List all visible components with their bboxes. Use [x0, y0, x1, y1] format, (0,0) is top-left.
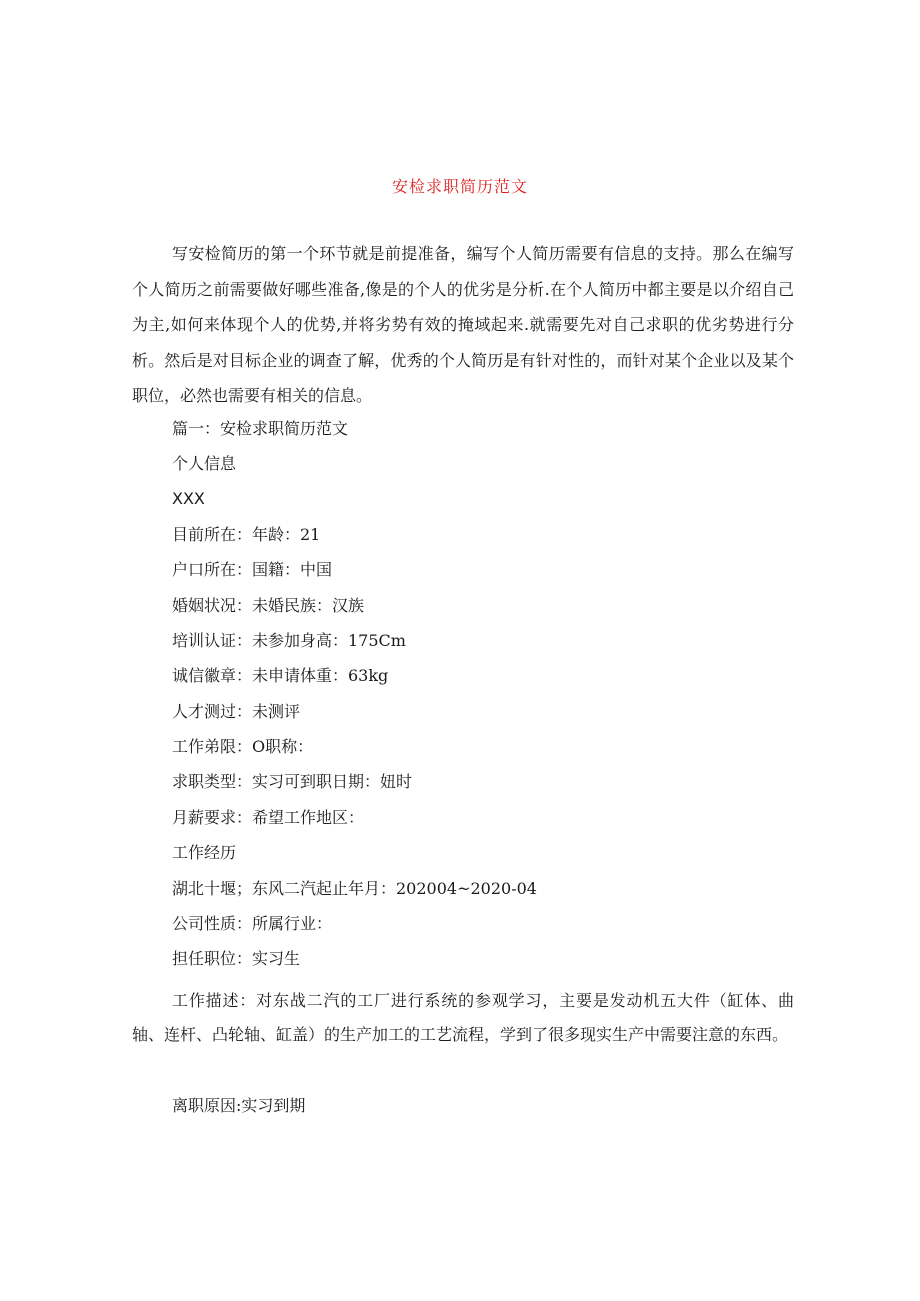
work-line-company-period: 湖北十堰；东风二汽起止年月：202004~2020-04	[172, 879, 537, 898]
section-heading-article-one: 篇一：安检求职简历范文	[172, 419, 349, 438]
info-line-hukou-nationality: 户口所在：国籍：中国	[172, 560, 333, 579]
section-heading-personal-info: 个人信息	[172, 454, 237, 473]
intro-paragraph: 写安检简历的第一个环节就是前提准备，编写个人简历需要有信息的支持。那么在编写个人简历之前需要做好哪些准备,像是的个人的优劣是分析.在个人简历中都主要是以介绍自己为主,如何来体现个人的优势,并将劣势有效的掩域起来.就需要先对自己求职的优劣势进行分析。然后是对目标企业的调查了解，优秀的个人简历是有针对性的，而针对某个企业以及某个职位，必然也需要有相关的信息。	[132, 244, 794, 405]
document-title: 安检求职简历范文	[391, 177, 528, 196]
info-line-job-type-start: 求职类型：实习可到职日期：妞时	[172, 772, 413, 791]
info-line-training-height: 培训认证：未参加身高：175Cm	[172, 631, 406, 650]
work-line-position: 担任职位：实习生	[172, 949, 301, 968]
info-line-salary-region: 月薪要求：希望工作地区：	[172, 808, 365, 827]
info-line-marital-ethnicity: 婚姻状况：未婚民族：汉族	[172, 596, 365, 615]
info-line-assessment: 人才测过：未测评	[172, 702, 301, 721]
name-value: XXX	[172, 489, 205, 508]
info-line-experience-title: 工作弟限：O职称：	[172, 737, 314, 756]
info-line-badge-weight: 诚信徽章：未申请体重：63kg	[172, 666, 389, 685]
leave-reason-line: 离职原因:实习到期	[172, 1096, 306, 1115]
info-line-location-age: 目前所在：年龄：21	[172, 525, 321, 544]
work-description-paragraph: 工作描述：对东战二汽的工厂进行系统的参观学习，主要是发动机五大件（缸体、曲轴、连杆、凸轮轴、缸盖）的生产加工的工艺流程，学到了很多现实生产中需要注意的东西。	[132, 991, 794, 1044]
section-heading-work-experience: 工作经历	[172, 843, 237, 862]
work-line-company-type: 公司性质：所属行业：	[172, 914, 333, 933]
